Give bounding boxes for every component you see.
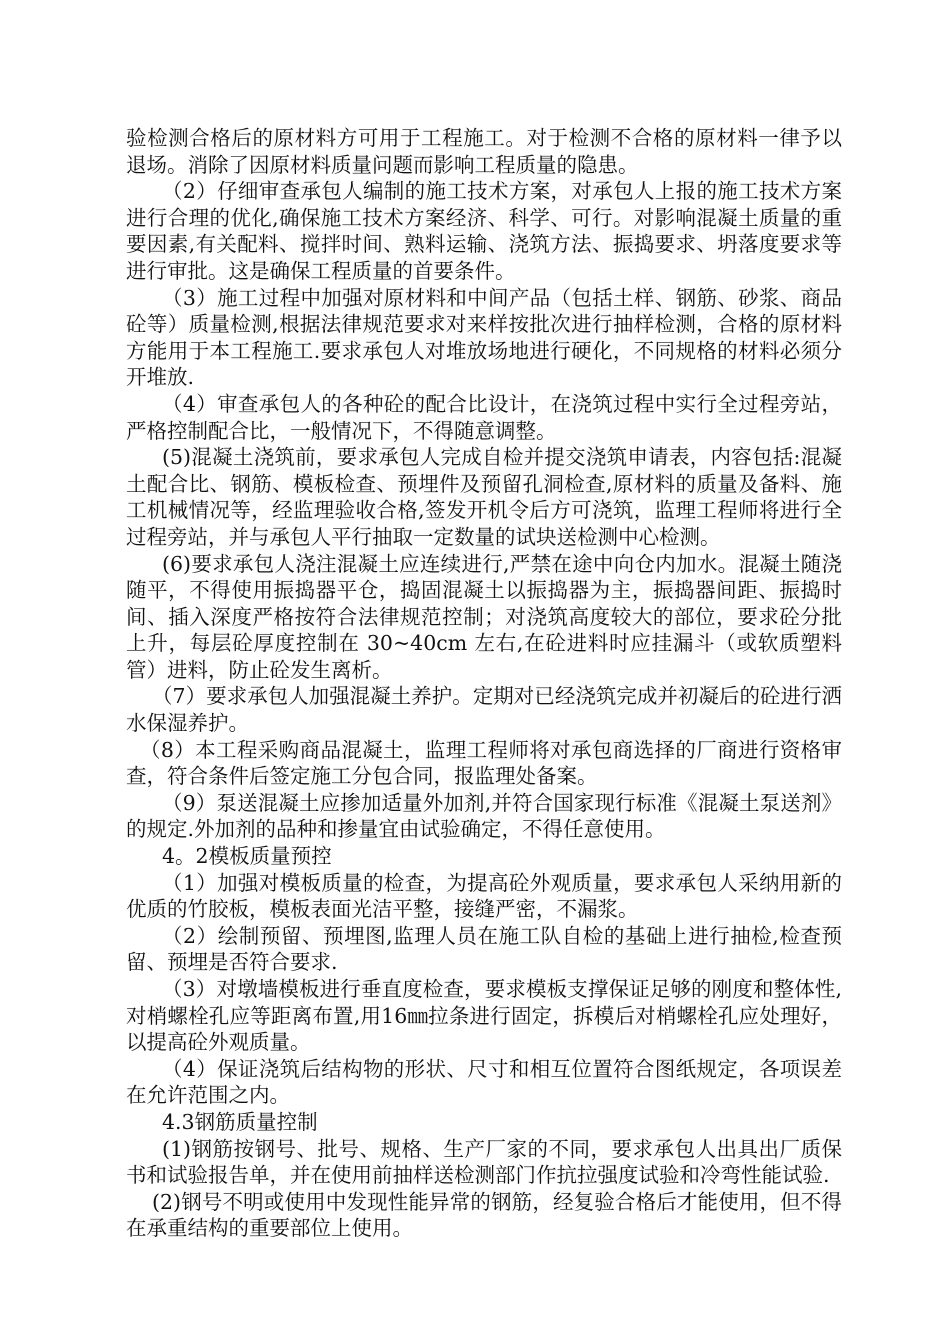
paragraph-formwork-1: （1）加强对模板质量的检查，为提高砼外观质量，要求承包人采纳用新的优质的竹胶板，模板表面光洁平整，接缝严密，不漏浆。 [126,870,842,922]
paragraph-rebar-1: (1)钢筋按钢号、批号、规格、生产厂家的不同，要求承包人出具出厂质保书和试验报告单，并在使用前抽样送检测部门作抗拉强度试验和冷弯性能试验. [126,1136,842,1188]
section-heading-rebar: 4.3钢筋质量控制 [162,1109,318,1134]
section-heading-formwork: 4。2模板质量预控 [162,844,332,869]
paragraph-item-9: （9）泵送混凝土应掺加适量外加剂,并符合国家现行标准《混凝土泵送剂》的规定.外加剂的品种和掺量宜由试验确定，不得任意使用。 [126,790,842,842]
paragraph-item-4: （4）审查承包人的各种砼的配合比设计，在浇筑过程中实行全过程旁站，严格控制配合比，一般情况下，不得随意调整。 [126,391,842,443]
paragraph-rebar-2: (2)钢号不明或使用中发现性能异常的钢筋，经复验合格后才能使用，但不得在承重结构的重要部位上使用。 [126,1189,842,1241]
paragraph-item-2: （2）仔细审查承包人编制的施工技术方案，对承包人上报的施工技术方案进行合理的优化,确保施工技术方案经济、科学、可行。对影响混凝土质量的重要因素,有关配料、搅拌时间、熟料运输、浇筑方法、振捣要求、坍落度要求等进行审批。这是确保工程质量的首要条件。 [126,179,842,283]
paragraph-item-8: （8）本工程采购商品混凝土，监理工程师将对承包商选择的厂商进行资格审查，符合条件后签定施工分包合同，报监理处备案。 [126,737,842,789]
document-page [126,125,842,1242]
paragraph-item-5: (5)混凝土浇筑前，要求承包人完成自检并提交浇筑申请表，内容包括:混凝土配合比、钢筋、模板检查、预埋件及预留孔洞检查,原材料的质量及备料、施工机械情况等，经监理验收合格,签发开机令后方可浇筑，监理工程师将进行全过程旁站，并与承包人平行抽取一定数量的试块送检测中心检测。 [126,445,842,549]
paragraph-continuation: 验检测合格后的原材料方可用于工程施工。对于检测不合格的原材料一律予以退场。消除了因原材料质量问题而影响工程质量的隐患。 [126,126,842,177]
paragraph-item-3: （3）施工过程中加强对原材料和中间产品（包括土样、钢筋、砂浆、商品砼等）质量检测,根据法律规范要求对来样按批次进行抽样检测，合格的原材料方能用于本工程施工.要求承包人对堆放场地进行硬化，不同规格的材料必须分开堆放. [126,285,842,390]
paragraph-formwork-2: （2）绘制预留、预埋图,监理人员在施工队自检的基础上进行抽检,检查预留、预埋是否符合要求. [126,923,842,975]
paragraph-formwork-3: （3）对墩墙模板进行垂直度检查，要求模板支撑保证足够的刚度和整体性,对梢螺栓孔应等距离布置,用16㎜拉条进行固定，拆模后对梢螺栓孔应处理好，以提高砼外观质量。 [126,977,842,1055]
paragraph-item-6: (6)要求承包人浇注混凝土应连续进行,严禁在途中向仓内加水。混凝土随浇随平，不得使用振捣器平仓，捣固混凝土以振捣器为主，振捣器间距、振捣时间、插入深度严格按符合法律规范控制；对浇筑高度较大的部位，要求砼分批上升，每层砼厚度控制在 30~40cm 左右,在砼进料时应挂漏斗（或软质塑料管）进料，防止砼发生离析。 [126,551,842,682]
paragraph-item-7: （7）要求承包人加强混凝土养护。定期对已经浇筑完成并初凝后的砼进行洒水保湿养护。 [126,684,842,736]
paragraph-formwork-4: （4）保证浇筑后结构物的形状、尺寸和相互位置符合图纸规定，各项误差在允许范围之内。 [126,1056,842,1108]
